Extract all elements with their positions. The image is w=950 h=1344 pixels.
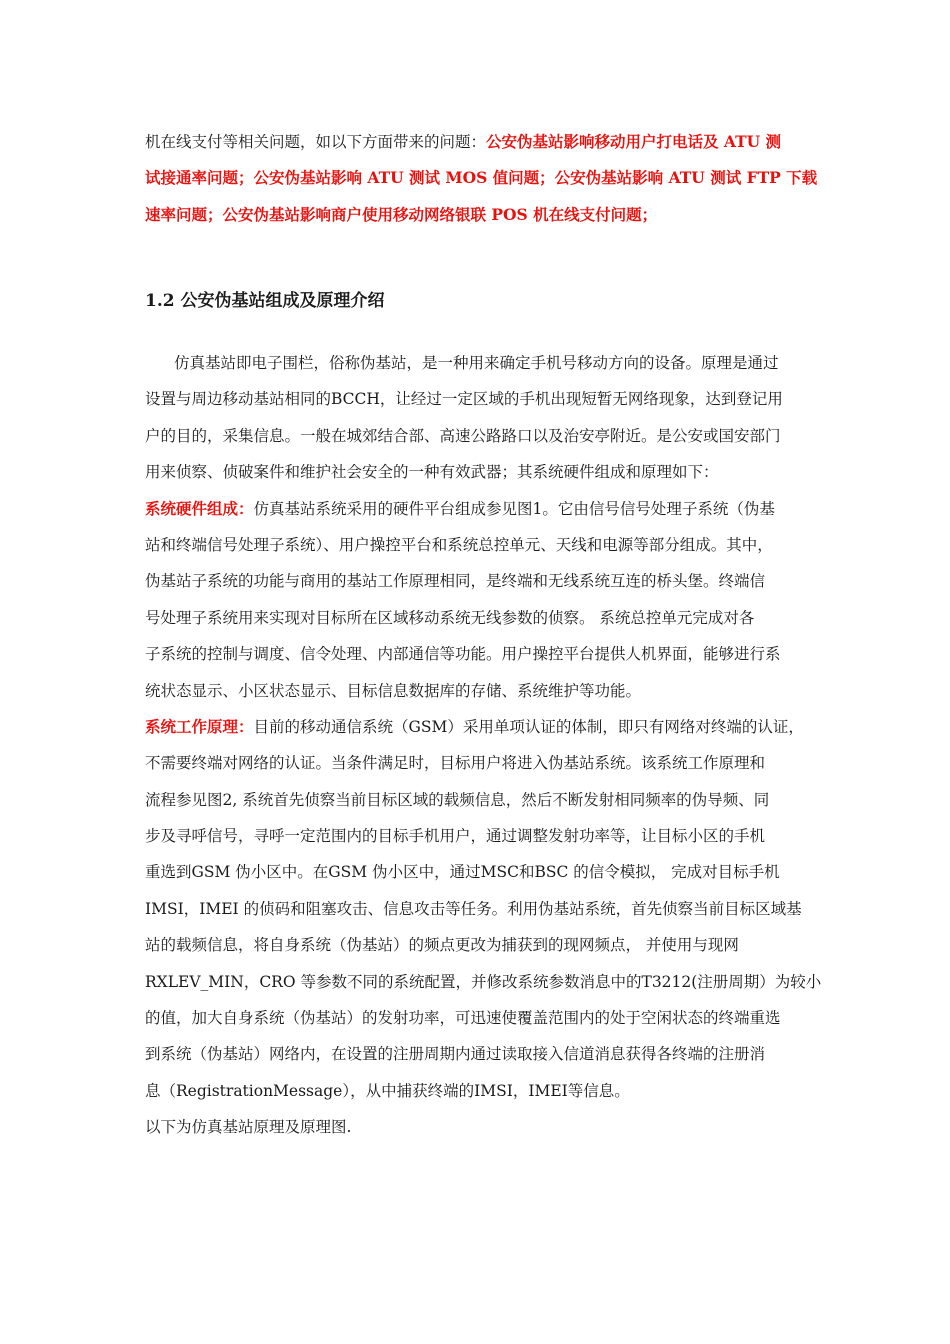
hardware-line: 统状态显示、小区状态显示、目标信息数据库的存储、系统维护等功能。 [145, 681, 642, 700]
hardware-line: 号处理子系统用来实现对目标所在区域移动系统无线参数的侦察。 系统总控单元完成对各 [145, 608, 755, 627]
hardware-line: 伪基站子系统的功能与商用的基站工作原理相同，是终端和无线系统互连的桥头堡。终端信 [145, 572, 766, 591]
closing-line: 以下为仿真基站原理及原理图. [145, 1118, 352, 1137]
working-line: IMSI，IMEI 的侦码和阻塞攻击、信息攻击等任务。利用伪基站系统，首先侦察当前目标区域基 [145, 899, 802, 918]
section-heading: 1.2 公安伪基站组成及原理介绍 [145, 291, 385, 311]
intro-line-2: 试接通率问题；公安伪基站影响 ATU 测试 MOS 值问题；公安伪基站影响 ATU 测试 FTP 下载 [145, 168, 818, 188]
working-text: 目前的移动通信系统（GSM）采用单项认证的体制，即只有网络对终端的认证， [253, 717, 804, 736]
working-first-line [145, 709, 825, 745]
hardware-line: 站和终端信号处理子系统）、用户操控平台和系统总控单元、天线和电源等部分组成。其中， [145, 535, 773, 554]
intro-text: 机在线支付等相关问题，如以下方面带来的问题： [145, 133, 487, 151]
hardware-label: 系统硬件组成： [145, 498, 254, 518]
intro-line-3: 速率问题；公安伪基站影响商户使用移动网络银联 POS 机在线支付问题； [145, 204, 658, 224]
working-line: 的值，加大自身系统（伪基站）的发射功率，可迅速使覆盖范围内的处于空闲状态的终端重选 [145, 1009, 781, 1028]
hardware-line: 子系统的控制与调度、信令处理、内部通信等功能。用户操控平台提供人机界面，能够进行系 [145, 645, 781, 664]
paragraph-line: 设置与周边移动基站相同的BCCH，让经过一定区域的手机出现短暂无网络现象，达到登记用 [145, 390, 783, 409]
paragraph-line: 仿真基站即电子围栏，俗称伪基站，是一种用来确定手机号移动方向的设备。原理是通过 [174, 354, 779, 372]
working-line: RXLEV_MIN，CRO 等参数不同的系统配置，并修改系统参数消息中的T3212(注册周期）为较小 [145, 972, 822, 991]
working-line: 到系统（伪基站）网络内，在设置的注册周期内通过读取接入信道消息获得各终端的注册消 [145, 1045, 766, 1064]
hardware-text: 仿真基站系统采用的硬件平台组成参见图1。它由信号信号处理子系统（伪基 [253, 499, 775, 518]
intro-line-1 [145, 124, 815, 160]
working-label: 系统工作原理： [145, 716, 254, 736]
working-line: 不需要终端对网络的认证。当条件满足时，目标用户将进入伪基站系统。该系统工作原理和 [145, 754, 766, 773]
working-line: 站的载频信息，将自身系统（伪基站）的频点更改为捕获到的现网频点， 并使用与现网 [145, 936, 739, 955]
paragraph-line: 用来侦察、侦破案件和维护社会安全的一种有效武器；其系统硬件组成和原理如下： [145, 463, 719, 482]
working-line: 重选到GSM 伪小区中。在GSM 伪小区中，通过MSC和BSC 的信令模拟， 完成对目标手机 [145, 863, 780, 882]
working-line: 息（RegistrationMessage），从中捕获终端的IMSI，IMEI等信息。 [145, 1081, 630, 1100]
working-line: 流程参见图2, 系统首先侦察当前目标区域的载频信息，然后不断发射相同频率的伪导频、同 [145, 790, 770, 809]
working-line: 步及寻呼信号，寻呼一定范围内的目标手机用户，通过调整发射功率等，让目标小区的手机 [145, 827, 766, 846]
intro-highlight: 公安伪基站影响移动用户打电话及 ATU 测 [486, 132, 782, 151]
paragraph-line: 户的目的，采集信息。一般在城郊结合部、高速公路路口以及治安亭附近。是公安或国安部门 [145, 426, 781, 445]
intro-block [145, 124, 818, 233]
body-block [145, 345, 825, 1146]
hardware-first-line [145, 491, 825, 527]
